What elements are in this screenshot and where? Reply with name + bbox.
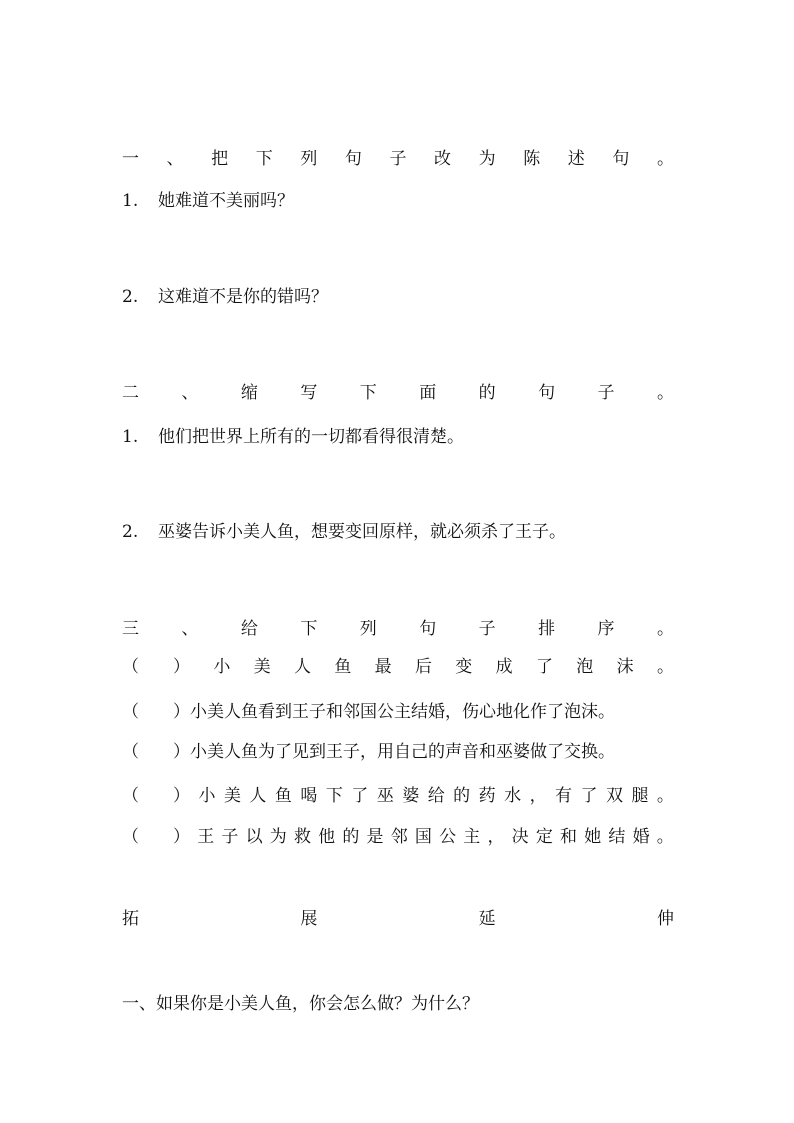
- row-char: 子: [221, 827, 239, 847]
- row-char: 的: [342, 827, 360, 847]
- section3-heading: [122, 618, 674, 640]
- heading-char: 序: [597, 619, 615, 639]
- row-char: 决: [511, 827, 529, 847]
- answer-blank[interactable]: （ ）: [122, 786, 190, 806]
- question-number: 1.: [122, 427, 139, 447]
- heading-char: 述: [567, 149, 585, 169]
- row-char: 救: [293, 827, 311, 847]
- row-char: 人: [249, 786, 267, 806]
- question-number: 2.: [122, 287, 139, 307]
- heading-char: 句: [538, 383, 556, 403]
- heading-char: 把: [211, 149, 229, 169]
- heading-char: 下: [359, 383, 377, 403]
- row-text: 小美人鱼看到王子和邻国公主结婚，伤心地化作了泡沫。: [190, 702, 615, 722]
- ordering-row-2: [122, 701, 674, 723]
- row-text: 小美人鱼为了见到王子，用自己的声音和巫婆做了交换。: [190, 742, 615, 762]
- extension-question: 一、如果你是小美人鱼，你会怎么做？为什么？: [122, 994, 479, 1014]
- row-char: 和: [560, 827, 577, 847]
- section2-question-1: [122, 426, 674, 448]
- row-char: 双: [605, 786, 623, 806]
- row-char: 了: [535, 657, 553, 677]
- heading-char: 伸: [656, 909, 674, 929]
- row-char: 泡: [576, 657, 594, 677]
- row-char: 最: [374, 657, 392, 677]
- row-char: 以: [245, 827, 263, 847]
- row-char: ，: [529, 786, 547, 806]
- row-char: 腿: [631, 786, 649, 806]
- row-char: 巫: [376, 786, 394, 806]
- ordering-row-5: [122, 826, 674, 848]
- row-char: 有: [555, 786, 573, 806]
- heading-char: 延: [478, 909, 496, 929]
- heading-char: 、: [181, 383, 199, 403]
- row-char: 小: [198, 786, 216, 806]
- heading-char: 。: [656, 383, 674, 403]
- section1-heading: [122, 148, 674, 170]
- heading-char: 写: [300, 383, 318, 403]
- row-char: 公: [439, 827, 457, 847]
- row-char: 给: [427, 786, 445, 806]
- heading-char: 为: [478, 149, 496, 169]
- row-char: 后: [414, 657, 432, 677]
- answer-blank[interactable]: （ ）: [122, 657, 190, 677]
- row-char: 人: [293, 657, 311, 677]
- heading-char: 的: [478, 383, 496, 403]
- row-char: 沫: [616, 657, 634, 677]
- heading-char: 、: [166, 149, 184, 169]
- row-char: 他: [318, 827, 336, 847]
- question-text: 巫婆告诉小美人鱼，想要变回原样，就必须杀了王子。: [158, 522, 566, 542]
- row-char: 喝: [300, 786, 318, 806]
- question-number: 2.: [122, 522, 139, 542]
- heading-char: 句: [419, 619, 437, 639]
- section1-question-2: [122, 286, 674, 308]
- row-char: 变: [455, 657, 473, 677]
- question-text: 她难道不美丽吗？: [158, 191, 294, 211]
- row-char: ，: [487, 827, 505, 847]
- heading-char: 子: [478, 619, 496, 639]
- heading-char: 下: [255, 149, 273, 169]
- row-char: 了: [580, 786, 598, 806]
- heading-char: 缩: [240, 383, 258, 403]
- row-char: 鱼: [334, 657, 352, 677]
- answer-blank[interactable]: （ ）: [122, 742, 190, 762]
- heading-char: 列: [300, 149, 318, 169]
- heading-char: 改: [434, 149, 452, 169]
- heading-char: 排: [538, 619, 556, 639]
- row-char: 水: [504, 786, 522, 806]
- row-char: 美: [223, 786, 241, 806]
- row-char: 她: [584, 827, 602, 847]
- heading-char: 给: [240, 619, 258, 639]
- row-char: 鱼: [274, 786, 292, 806]
- row-char: 。: [656, 827, 674, 847]
- heading-char: 句: [344, 149, 362, 169]
- heading-char: 一: [122, 149, 139, 169]
- question-text: 他们把世界上所有的一切都看得很清楚。: [158, 427, 464, 447]
- heading-char: 子: [597, 383, 615, 403]
- row-char: 了: [351, 786, 369, 806]
- question-number: 1.: [122, 191, 139, 211]
- row-char: 定: [535, 827, 553, 847]
- row-char: 小: [213, 657, 231, 677]
- heading-char: 、: [181, 619, 199, 639]
- answer-blank[interactable]: （ ）: [122, 827, 190, 847]
- extension-heading: [122, 908, 674, 930]
- heading-char: 下: [300, 619, 318, 639]
- heading-char: 。: [656, 619, 674, 639]
- row-char: 药: [478, 786, 496, 806]
- row-char: 。: [656, 657, 674, 677]
- heading-char: 拓: [122, 909, 139, 929]
- question-text: 这难道不是你的错吗？: [158, 287, 328, 307]
- row-char: 邻: [390, 827, 408, 847]
- row-char: 下: [325, 786, 343, 806]
- row-char: 是: [366, 827, 384, 847]
- row-char: 成: [495, 657, 513, 677]
- answer-blank[interactable]: （ ）: [122, 702, 190, 722]
- row-char: 。: [656, 786, 674, 806]
- section2-heading: [122, 382, 674, 404]
- heading-char: 子: [389, 149, 407, 169]
- heading-char: 展: [300, 909, 318, 929]
- heading-char: 。: [656, 149, 674, 169]
- row-char: 婚: [632, 827, 650, 847]
- section2-question-2: [122, 521, 674, 543]
- row-char: 的: [453, 786, 471, 806]
- row-char: 王: [197, 827, 215, 847]
- row-char: 为: [269, 827, 287, 847]
- section1-question-1: [122, 190, 674, 212]
- heading-char: 二: [122, 383, 139, 403]
- ordering-row-4: [122, 785, 674, 807]
- ordering-row-1: [122, 656, 674, 678]
- row-char: 结: [608, 827, 626, 847]
- heading-char: 面: [419, 383, 437, 403]
- ordering-row-3: [122, 741, 674, 763]
- row-char: 主: [463, 827, 481, 847]
- heading-char: 陈: [523, 149, 541, 169]
- row-char: 美: [253, 657, 271, 677]
- heading-char: 列: [359, 619, 377, 639]
- heading-char: 三: [122, 619, 139, 639]
- heading-char: 句: [612, 149, 630, 169]
- row-char: 婆: [402, 786, 420, 806]
- row-char: 国: [414, 827, 432, 847]
